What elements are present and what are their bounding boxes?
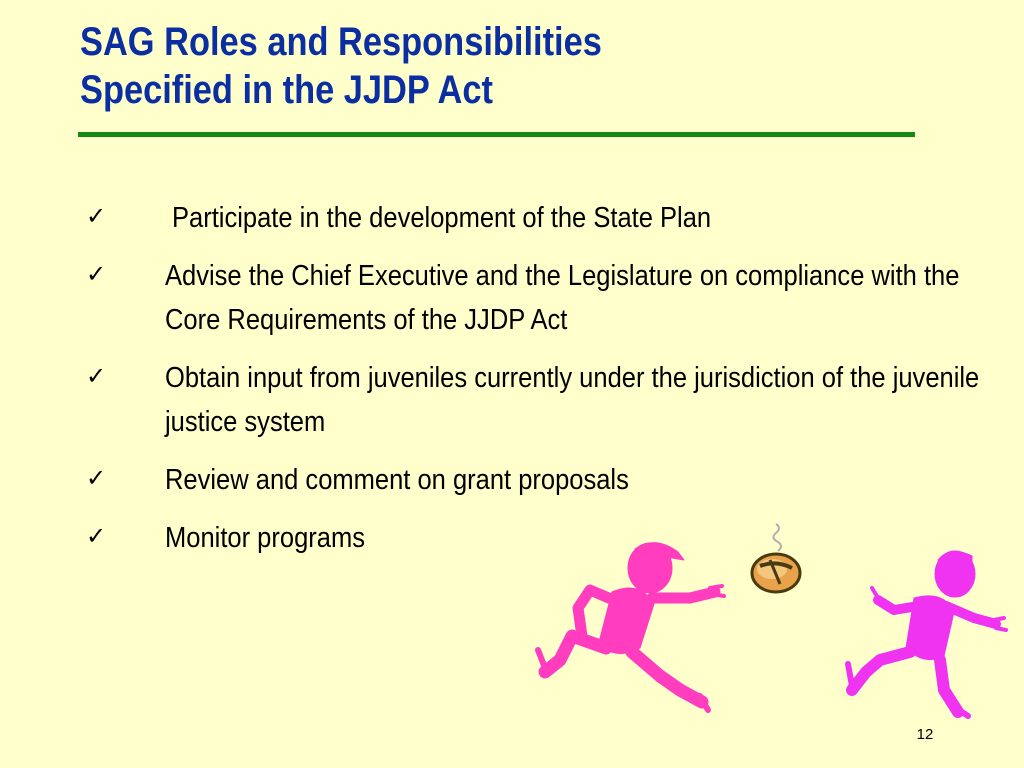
checkmark-icon: ✓ [86,362,107,390]
bullet-text: Obtain input from juveniles currently under the jurisdiction of the juvenile justice system [165,362,980,438]
bullet-item [86,458,1016,502]
right-runner-icon [848,551,1006,716]
bullet-text: Participate in the development of the State Plan [172,202,712,234]
slide-title [80,18,602,114]
checkmark-icon: ✓ [86,522,107,550]
bullet-text: Monitor programs [165,522,365,554]
title-underline-rule [78,132,915,137]
checkmark-icon: ✓ [86,202,107,230]
bullet-item [86,356,1016,444]
bullet-text: Advise the Chief Executive and the Legislature on compliance with the Core Requirements of the JJDP Act [165,260,960,336]
bullet-item [86,254,1016,342]
ball-icon [752,524,800,592]
left-runner-icon [538,543,724,710]
checkmark-icon: ✓ [86,260,107,288]
slide-title-line-1: SAG Roles and Responsibilities [80,20,602,64]
page-number: 12 [916,726,934,743]
bullet-text: Review and comment on grant proposals [165,464,629,496]
bullet-item [86,196,1016,240]
slide-title-line-2: Specified in the JJDP Act [80,68,493,112]
running-figures-with-ball-clipart [530,515,1020,730]
checkmark-icon: ✓ [86,464,107,492]
